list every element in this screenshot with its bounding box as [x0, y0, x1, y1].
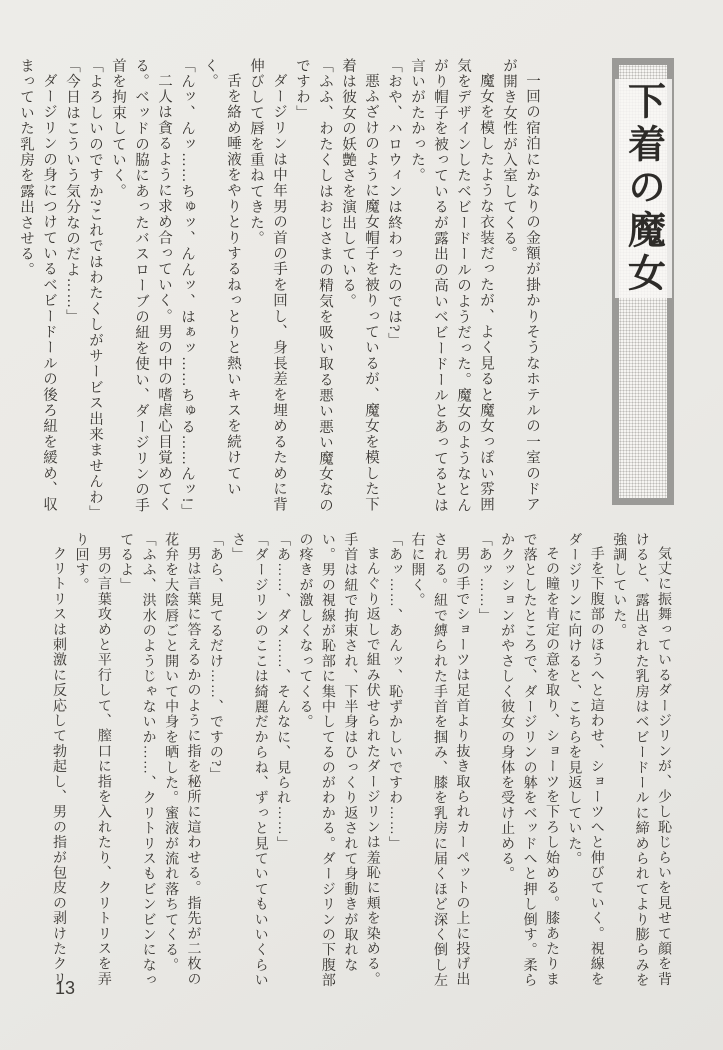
paragraph: 「あッ……」 [476, 532, 492, 624]
paragraph: 男の手でショーツは足首より抜き取られカーペットの上に投げ出される。紐で縛られた手首を掴み、膝を乳房に届くほど深く倒し左右に開く。 [409, 532, 470, 988]
paragraph: 舌を絡め唾液をやりとりするねっとりと熱いキスを続けていく。 [202, 58, 241, 497]
chapter-title-box [612, 58, 674, 505]
paragraph: 「あッ……、あんッ、恥ずかしいですわ……」 [387, 532, 403, 852]
text-block-top [18, 58, 543, 521]
paragraph: 「よろしいのですか?これではわたくしがサービス出来ませんわ」 [87, 58, 103, 521]
paragraph: 男は言葉に答えるかのように指を秘所に這わせる。指先が二枚の花弁を大陰唇ごと開いて中身を晒した。蜜液が流れ落ちてくる。 [163, 532, 201, 987]
paragraph: 「ふふ、洪水のようじゃないか……、クリトリスもビンビンになってるよ」 [118, 532, 156, 988]
paragraph: 二人は貪るように求め合っていく。男の中の嗜虐心目覚めてくる。ベッドの脇にあったバスローブの紐を使い、ダージリンの手首を拘束していく。 [110, 58, 172, 514]
paragraph: 「ダージリンのここは綺麗だからね、ずっと見ていてもいいくらいさ」 [230, 532, 268, 988]
paragraph: 一回の宿泊にかなりの金額が掛かりそうなホテルの一室のドアが開き女性が入室してくる。 [501, 58, 540, 513]
paragraph: 「んッ、んッ……ちゅッ、んんッ、はぁッ……ちゅる……んッ!」 [179, 58, 195, 520]
text-block-bottom [48, 532, 674, 990]
paragraph: ダージリンの身につけているベビードールの後ろ紐を緩め、収まっていた乳房を露出させる。 [18, 58, 57, 513]
paragraph: 魔女を模したような衣装だったが、よく見ると魔女っぽい雰囲気をデザインしたベビードールのようだった。魔女のようなとんがり帽子を被っているが露出の高いベビードールとあってるとは言いがたかった。 [409, 58, 494, 514]
paragraph: まんぐり返しで組み伏せられたダージリンは羞恥に頬を染める。手首は紐で拘束され、下半身はひっくり返されて身動きが取れない。男の視線が恥部に集中してるのがわかる。ダージリンの下腹部の疼きが激しくなってくる。 [297, 532, 380, 988]
paragraph: 悪ふざけのように魔女帽子を被りっているが、魔女を模した下着は彼女の妖艶さを演出している。 [340, 58, 379, 513]
paragraph: その瞳を肯定の意を取り、ショーツを下ろし始める。膝あたりまで落としたところで、ダージリンの躰をベッドへと押し倒す。柔らかクッションがやさしく彼女の身体を受け止める。 [499, 532, 559, 988]
paragraph: 「今日はこういう気分なのだよ……」 [64, 58, 80, 325]
chapter-title: 下着の魔女 [615, 79, 672, 298]
paragraph: 「おや、ハロウィンは終わったのでは?」 [386, 58, 402, 349]
paragraph: 「あら、見てるだけ……、ですの?」 [207, 532, 223, 783]
paragraph: 「ふふ、わたくしはおじさまの精気を吸い取る悪い悪い魔女なのですわ」 [294, 58, 333, 514]
page-number: 13 [55, 978, 76, 998]
paragraph: 手を下腹部のほうへと這わせ、ショーツへと伸びていく。視線をダージリンに向けると、こちらを見返していた。 [566, 532, 604, 987]
paragraph: クリトリスは刺激に反応して勃起し、男の指が包皮の剥けたクリ [51, 546, 67, 987]
paragraph: ダージリンは中年男の首の手を回し、身長差を埋めるために背伸びして唇を重ねてきた。 [248, 58, 287, 513]
paragraph: 男の言葉攻めと平行して、膣口に指を入れたり、クリトリスを弄り回す。 [73, 532, 111, 987]
paragraph: 気丈に振舞っているダージリンが、少し恥じらいを見せて顔を背けると、露出された乳房はベビードールに締められてより膨らみを強調していた。 [611, 532, 671, 988]
paragraph: 「あ……、ダメ……、そんなに、見られ……」 [275, 532, 291, 852]
